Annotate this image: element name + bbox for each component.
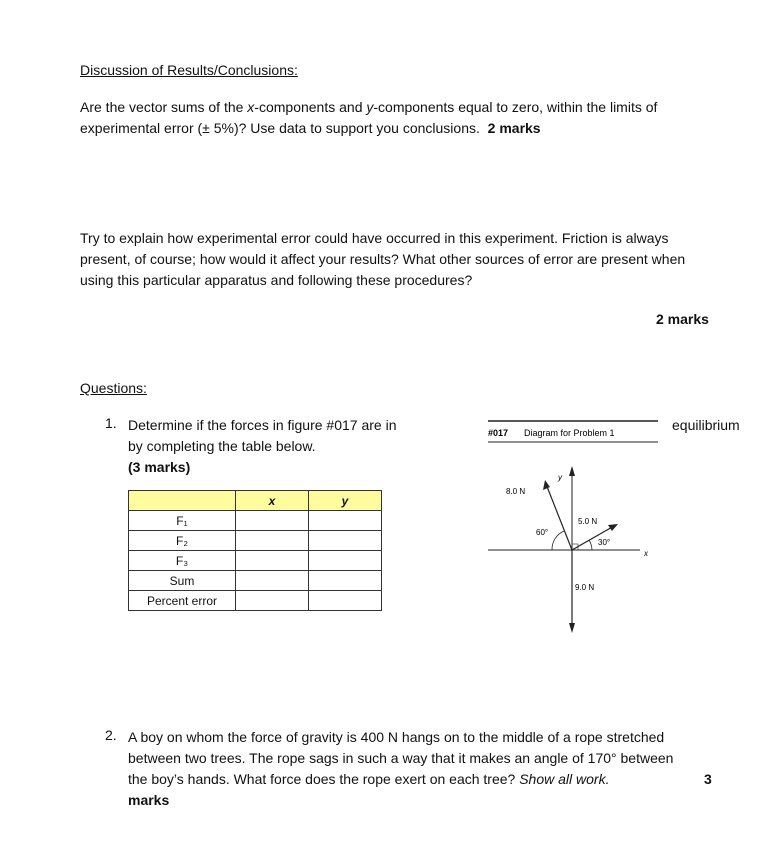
answer-cell[interactable]: [236, 531, 309, 551]
discussion-heading: Discussion of Results/Conclusions:: [80, 62, 298, 78]
marks-label: 2 marks: [656, 311, 709, 327]
force-9n-arrowhead: [569, 623, 575, 633]
answer-cell[interactable]: [309, 591, 382, 611]
answer-cell[interactable]: [309, 531, 382, 551]
angle-60-arc: [552, 531, 564, 550]
force-9n-label: 9.0 N: [575, 583, 595, 592]
header-cell: [129, 491, 236, 511]
angle-30-label: 30°: [598, 538, 611, 547]
equilibrium-word: equilibrium: [672, 417, 740, 433]
angle-30-arc: [589, 540, 592, 550]
answer-cell[interactable]: [236, 571, 309, 591]
marks-label: (3 marks): [128, 459, 191, 475]
figure-caption: Diagram for Problem 1: [524, 428, 615, 438]
answer-cell[interactable]: [309, 511, 382, 531]
table-row: [129, 591, 382, 611]
force-5n-label: 5.0 N: [578, 517, 598, 526]
questions-heading: Questions:: [80, 380, 147, 396]
forces-table: [128, 490, 382, 611]
y-axis-arrowhead: [569, 466, 575, 476]
force-8n-vector: [546, 484, 572, 550]
row-label: F₁: [129, 511, 236, 531]
force-8n-label: 8.0 N: [506, 487, 526, 496]
answer-cell[interactable]: [236, 591, 309, 611]
question-number: 1.: [105, 415, 117, 431]
row-label: Sum: [129, 571, 236, 591]
marks-number: 3: [704, 771, 712, 787]
table-row: [129, 511, 382, 531]
discussion-question-1: Are the vector sums of the x-components and y-components equal to zero, within the limits of experimental error (± 5%)? Use data to support you conclusions. 2 marks: [80, 99, 658, 136]
answer-cell[interactable]: [309, 571, 382, 591]
question-1-text: Determine if the forces in figure #017 are in by completing the table below. (3 marks): [128, 415, 396, 478]
marks-label: marks: [128, 792, 170, 808]
table-row: [129, 531, 382, 551]
angle-60-label: 60°: [536, 528, 549, 537]
row-label: F₃: [129, 551, 236, 571]
x-axis-label: x: [644, 549, 648, 558]
header-cell-y: y: [309, 491, 382, 511]
force-5n-arrowhead: [608, 524, 618, 531]
header-cell-x: x: [236, 491, 309, 511]
marks-label: 2 marks: [487, 120, 541, 136]
discussion-question-2: Try to explain how experimental error could have occurred in this experiment. Friction is always present, of course; how would it affect your results? What other sources of error are present when using this particular apparatus and following these procedures?: [80, 230, 686, 288]
question-number: 2.: [105, 727, 117, 743]
table-header-row: [129, 491, 382, 511]
answer-cell[interactable]: [236, 551, 309, 571]
row-label: Percent error: [129, 591, 236, 611]
force-8n-arrowhead: [543, 480, 550, 490]
row-label: F₂: [129, 531, 236, 551]
answer-cell[interactable]: [309, 551, 382, 571]
table-row: [129, 551, 382, 571]
question-2-text: A boy on whom the force of gravity is 400 N hangs on to the middle of a rope stretched between two trees. The rope sags in such a way that it makes an angle of 170° between the boy’s hands. What force does the rope exert on each tree? Show all work. marks: [128, 727, 728, 811]
force-diagram: [478, 414, 668, 636]
figure-code: #017: [488, 428, 509, 438]
table-row: [129, 571, 382, 591]
y-axis-label: y: [558, 473, 562, 482]
answer-cell[interactable]: [236, 511, 309, 531]
